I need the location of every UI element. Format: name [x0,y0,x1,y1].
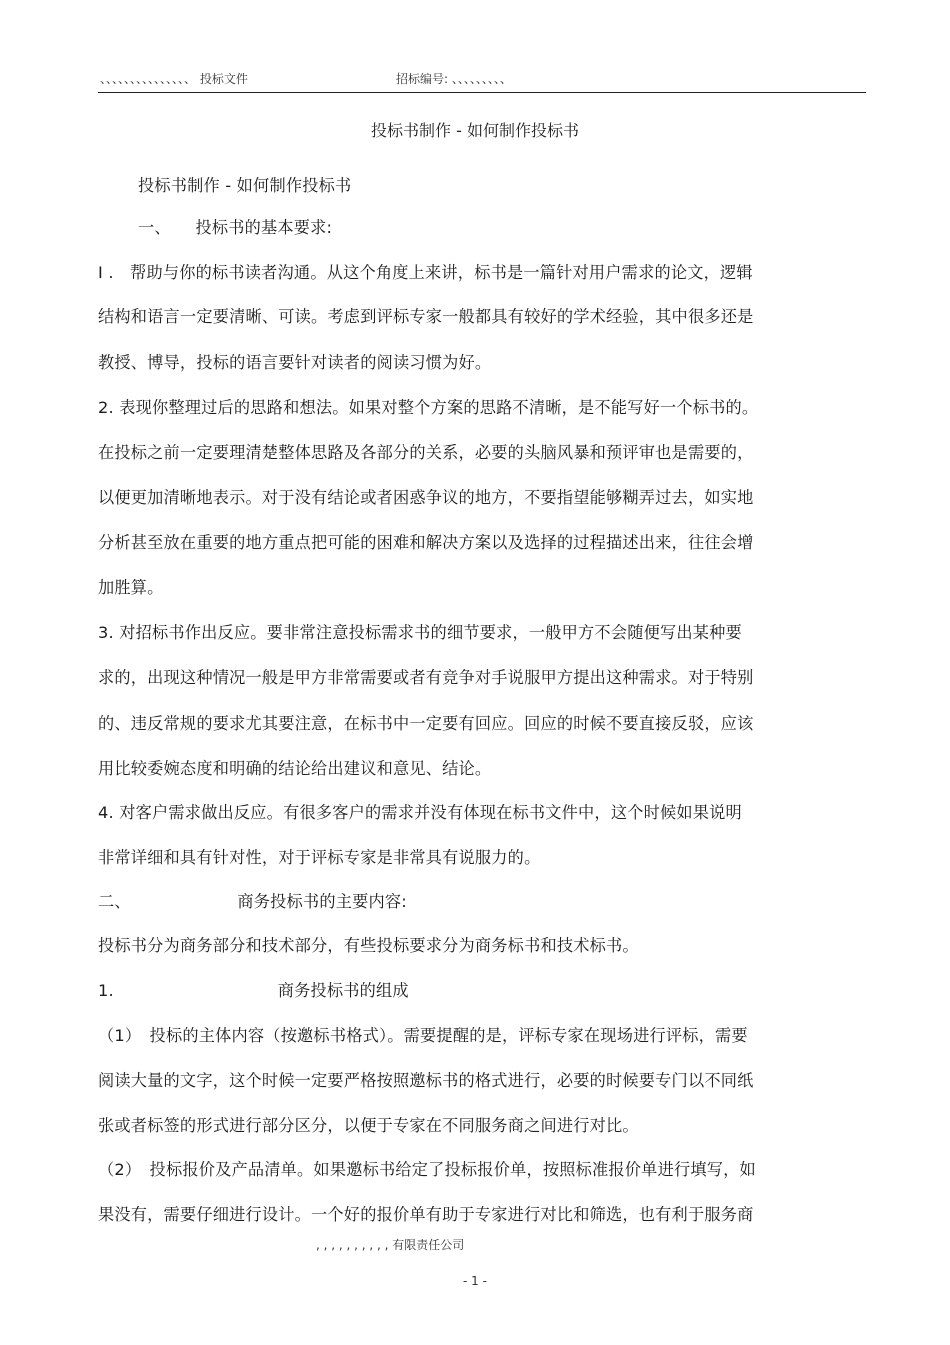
footer-company: , , , , , , , , , , 有限责任公司 [316,1238,465,1252]
body-line: 求的，出现这种情况一般是甲方非常需要或者有竞争对手说服甲方提出这种需求。对于特别 [98,668,754,687]
body-line: 结构和语言一定要清晰、可读。考虑到评标专家一般都具有较好的学术经验，其中很多还是 [98,307,754,326]
section-heading: 一、 投标书的基本要求: [138,218,333,237]
body-line: （2） 投标报价及产品清单。如果邀标书给定了投标报价单，按照标准报价单进行填写，如 [98,1160,756,1179]
body-line: 教授、博导，投标的语言要针对读者的阅读习惯为好。 [98,353,492,372]
section-heading: 二、 商务投标书的主要内容: [98,892,407,911]
body-line: 在投标之前一定要理清楚整体思路及各部分的关系，必要的头脑风暴和预评审也是需要的， [98,443,754,462]
body-line: 张或者标签的形式进行部分区分，以便于专家在不同服务商之间进行对比。 [98,1116,639,1135]
body-line: 投标书制作 - 如何制作投标书 [138,176,352,195]
body-line: 非常详细和具有针对性，对于评标专家是非常具有说服力的。 [98,848,541,867]
header-bid-number: 招标编号: 、、、、、、、、、 [396,72,512,86]
page-number: - 1 - [463,1274,487,1288]
body-line: 3. 对招标书作出反应。要非常注意投标需求书的细节要求，一般甲方不会随便写出某种要 [98,623,742,642]
page-header [98,66,866,93]
header-left-text: 、、、、、、、、、、、、、、、 投标文件 [100,72,248,86]
body-line: 分析甚至放在重要的地方重点把可能的困难和解决方案以及选择的过程描述出来，往往会增 [98,533,754,552]
body-line: （1） 投标的主体内容（按邀标书格式）。需要提醒的是，评标专家在现场进行评标，需要 [98,1026,748,1045]
subsection-heading: 1. 商务投标书的组成 [98,981,409,1000]
body-line: 以便更加清晰地表示。对于没有结论或者困惑争议的地方，不要指望能够糊弄过去，如实地 [98,488,754,507]
body-line: 2. 表现你整理过后的思路和想法。如果对整个方案的思路不清晰，是不能写好一个标书的。 [98,398,759,417]
body-line: I . 帮助与你的标书读者沟通。从这个角度上来讲，标书是一篇针对用户需求的论文，逻辑 [98,263,753,282]
body-line: 果没有，需要仔细进行设计。一个好的报价单有助于专家进行对比和筛选，也有利于服务商 [98,1205,754,1224]
document-title: 投标书制作 - 如何制作投标书 [371,121,579,140]
body-line: 4. 对客户需求做出反应。有很多客户的需求并没有体现在标书文件中，这个时候如果说明 [98,803,742,822]
body-line: 用比较委婉态度和明确的结论给出建议和意见、结论。 [98,759,492,778]
body-line: 的、违反常规的要求尤其要注意，在标书中一定要有回应。回应的时候不要直接反驳，应该 [98,714,754,733]
body-line: 阅读大量的文字，这个时候一定要严格按照邀标书的格式进行，必要的时候要专门以不同纸 [98,1071,754,1090]
body-line: 加胜算。 [98,578,164,597]
body-line: 投标书分为商务部分和技术部分，有些投标要求分为商务标书和技术标书。 [98,936,639,955]
